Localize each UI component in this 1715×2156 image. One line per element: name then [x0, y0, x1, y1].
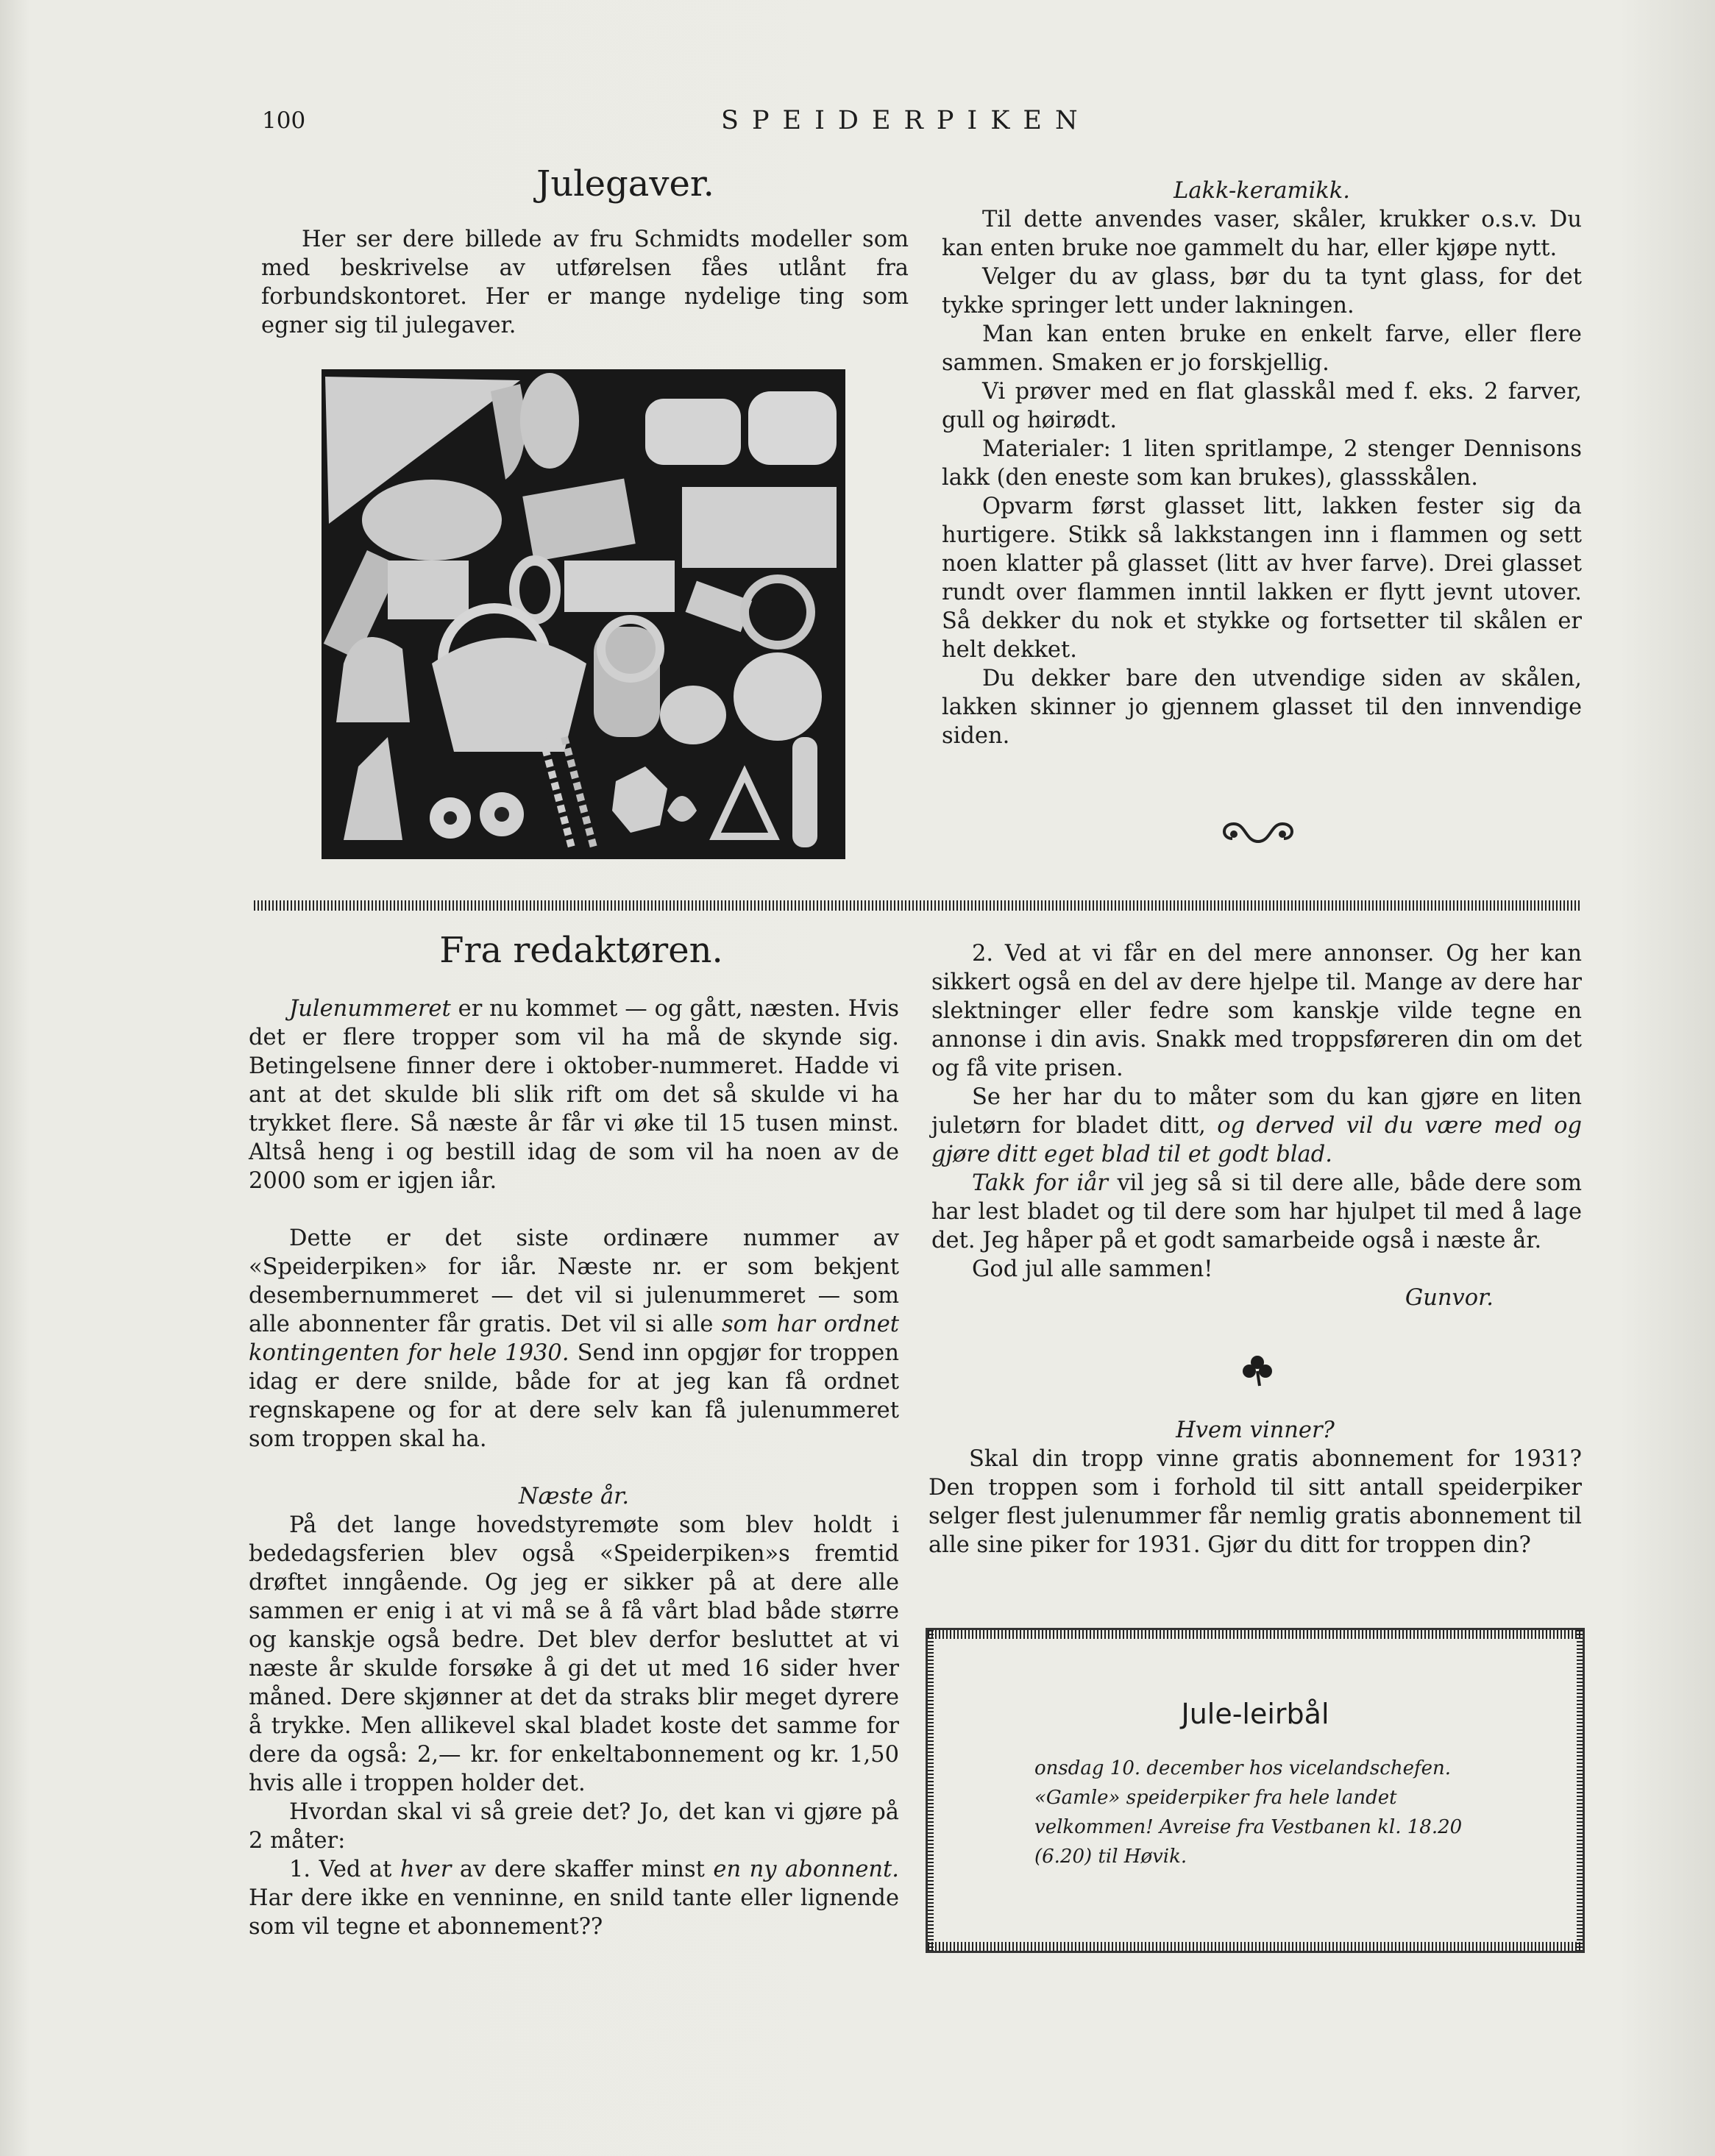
box-border-top: [928, 1630, 1583, 1639]
lakk-heading: Lakk-keramikk.: [1173, 178, 1350, 204]
redaktor-p8: [931, 1169, 1582, 1255]
redaktor-p7-italic: og derved vil du være med og gjøre ditt eget blad til et godt blad.: [931, 1113, 1582, 1167]
section-divider: [254, 900, 1580, 911]
redaktor-p5-i2: en ny abonnent.: [713, 1857, 899, 1882]
page-number: 100: [262, 107, 306, 134]
scroll-ornament-icon: [1218, 816, 1299, 853]
hvem-text: Skal din tropp vinne gratis abonnement for 1931? Den troppen som i forhold til sitt antall speiderpiker selger flest julenummer får nemlig gratis abonnement til alle sine piker for 1931. Gjør du ditt for troppen din?: [928, 1446, 1582, 1558]
redaktor-p5b: av dere skaffer minst: [451, 1857, 714, 1882]
redaktor-p2-italic: som har ordnet kontingenten for hele 1930.: [249, 1312, 899, 1366]
box-border-right: [1577, 1630, 1583, 1951]
signature: Gunvor.: [1405, 1285, 1494, 1311]
redaktor-p5c: Har dere ikke en venninne, en snild tante eller lignende som vil tegne et abonnement??: [249, 1885, 899, 1940]
lakk-p5: Materialer: 1 liten spritlampe, 2 stenger Dennisons lakk (den eneste som kan brukes), glassskålen.: [942, 436, 1582, 491]
lakk-p7: Du dekker bare den utvendige siden av skålen, lakken skinner jo gjennem glasset til den innvendige siden.: [942, 666, 1582, 749]
hvem-section: [928, 1416, 1582, 1559]
redaktor-p1: [249, 995, 899, 1195]
lakk-section: [942, 177, 1582, 750]
hvem-heading: Hvem vinner?: [1176, 1417, 1335, 1443]
julegaver-text-block: [261, 225, 909, 340]
redaktor-title: Fra redaktøren.: [439, 930, 723, 971]
redaktor-right-column: [931, 939, 1582, 1312]
julegaver-title: Julegaver.: [536, 163, 714, 204]
redaktor-p7a: Se her har du to måter som du kan gjøre en liten juletørn for bladet ditt,: [931, 1084, 1582, 1139]
redaktor-p5a: 1. Ved at: [289, 1857, 400, 1882]
box-border-left: [928, 1630, 934, 1951]
box-title: Jule-leirbål: [1181, 1698, 1329, 1730]
gifts-photo: [322, 369, 845, 859]
redaktor-p8-text: vil jeg så si til dere alle, både dere som har lest bladet og til dere som har hjulpet til med å lage det. Jeg håper på et godt samarbeide også i næste år.: [931, 1170, 1582, 1253]
redaktor-p6: 2. Ved at vi får en del mere annonser. Og her kan sikkert også en del av dere hjelpe til. Mange av dere har slektninger eller fedre som kanskje vilde tegne en annonse i din avis. Snakk med troppsføreren din om det og få vite prisen.: [931, 941, 1582, 1081]
running-title: SPEIDERPIKEN: [721, 106, 1091, 135]
redaktor-p3: På det lange hovedstyremøte som blev holdt i bededagsferien blev også «Speiderpiken»s fremtid drøftet inngående. Og jeg er sikker på at dere alle sammen er enig i at vi må se å få vårt blad både større og kanskje også bedre. Det blev derfor besluttet at vi næste år skulde forsøke å gi det ut med 16 sider hver måned. Dere skjønner at det da straks blir meget dyrere å trykke. Men allikevel skal bladet koste det samme for dere da også: 2,— kr. for enkeltabonnement og kr. 1,50 hvis alle i troppen holder det.: [249, 1512, 899, 1796]
redaktor-p4: Hvordan skal vi så greie det? Jo, det kan vi gjøre på 2 måter:: [249, 1799, 899, 1854]
redaktor-p9: God jul alle sammen!: [972, 1256, 1213, 1282]
box-text: onsdag 10. december hos vicelandschefen. «Gamle» speiderpiker fra hele landet velkommen! Avreise fra Vestbanen kl. 18.20 (6.20) til Høvik.: [1034, 1757, 1463, 1868]
redaktor-p2a: Dette er det siste ordinære nummer av «Speiderpiken» for iår. Næste nr. er som bekjent desembernummeret — det vil si julenummeret — som alle abonnenter får gratis. Det vil si alle: [249, 1225, 899, 1337]
takk-italic: Takk for iår: [972, 1170, 1108, 1196]
jule-leirbal-box: [926, 1628, 1585, 1953]
lakk-p4: Vi prøver med en flat glasskål med f. eks. 2 farver, gull og høirødt.: [942, 379, 1582, 433]
gifts-photo-illustration: [322, 369, 845, 859]
redaktor-left-column: [249, 995, 899, 1941]
julenummeret-italic: Julenummeret: [289, 996, 451, 1022]
clover-icon: [1240, 1353, 1274, 1387]
redaktor-p2b: Send inn opgjør for troppen idag er dere snilde, både for at jeg kan få ordnet regnskapene og for at dere selv kan få julenummeret som troppen skal ha.: [249, 1340, 899, 1452]
lakk-p1: Til dette anvendes vaser, skåler, krukker o.s.v. Du kan enten bruke noe gammelt du har, eller kjøpe nytt.: [942, 207, 1582, 261]
redaktor-p5: [249, 1855, 899, 1941]
redaktor-p7: [931, 1083, 1582, 1169]
lakk-p2: Velger du av glass, bør du ta tynt glass, for det tykke springer lett under lakningen.: [942, 264, 1582, 319]
redaktor-p1-text: er nu kommet — og gått, næsten. Hvis det er flere tropper som vil ha må de skynde sig. Betingelsene finner dere i oktober-nummeret. Hadde vi ant at det skulde bli slik rift om det så skulde vi ha trykket flere. Så næste år får vi øke til 15 tusen minst. Altså heng i og bestill idag de som vil ha noen av de 2000 som er igjen iår.: [249, 996, 899, 1194]
lakk-p6: Opvarm først glasset litt, lakken fester sig da hurtigere. Stikk så lakkstangen inn i flammen og sett noen klatter på glasset (litt av hver farve). Drei glasset rundt over flammen inntil lakken er flytt jevnt utover. Så dekker du nok et stykke og fortsetter til skålen er helt dekket.: [942, 494, 1582, 663]
redaktor-p2: [249, 1224, 899, 1454]
lakk-p3: Man kan enten bruke en enkelt farve, eller flere sammen. Smaken er jo forskjellig.: [942, 321, 1582, 376]
neste-heading: Næste år.: [518, 1484, 630, 1509]
julegaver-text: Her ser dere billede av fru Schmidts modeller som med beskrivelse av utførelsen fåes utlånt fra forbundskontoret. Her er mange nydelige ting som egner sig til julegaver.: [261, 227, 909, 338]
box-border-bottom: [928, 1942, 1583, 1951]
redaktor-p5-i1: hver: [400, 1857, 452, 1882]
